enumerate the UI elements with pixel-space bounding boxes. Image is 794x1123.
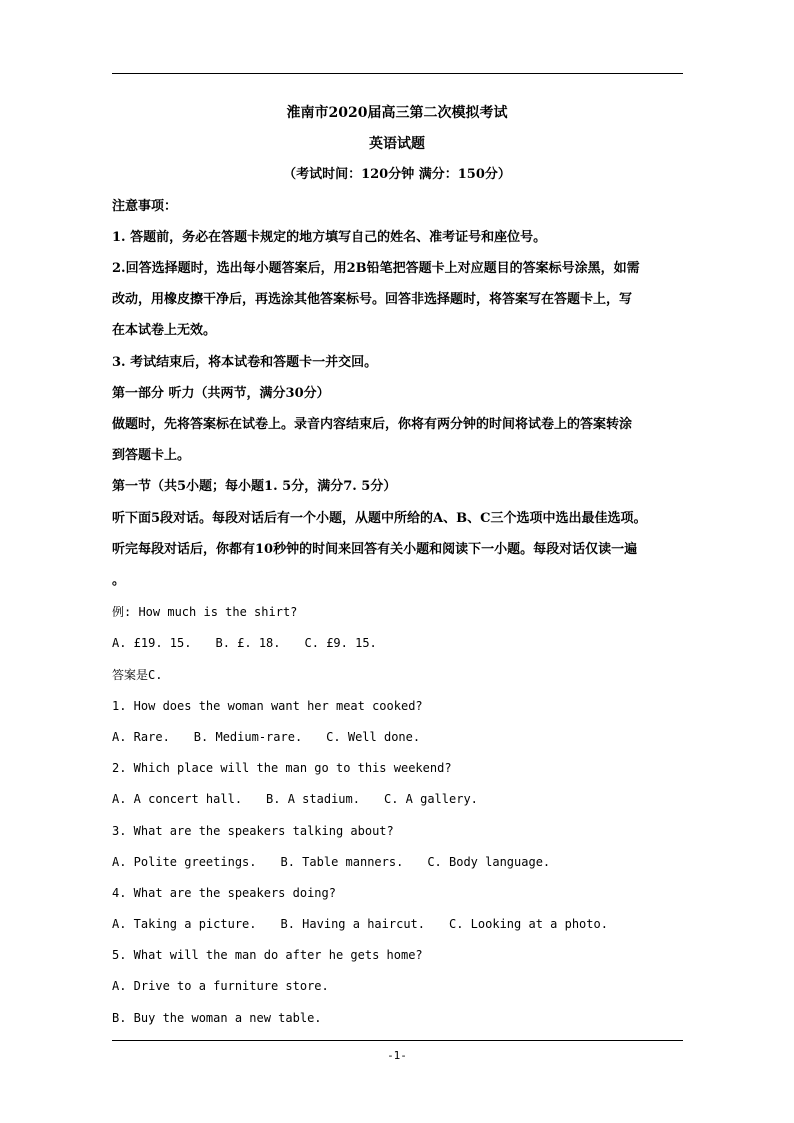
question-1-options: [112, 728, 420, 746]
part1-heading: 第一部分 听力（共两节，满分30分）: [112, 386, 330, 401]
q4-option-a: A. Taking a picture.: [112, 917, 257, 931]
q2-option-b: B. A stadium.: [266, 792, 360, 806]
q5-option-b: B. Buy the woman a new table.: [112, 1011, 322, 1025]
example-answer: 答案是C.: [112, 668, 163, 682]
section1-line-2: 听完每段对话后，你都有10秒钟的时间来回答有关小题和阅读下一小题。每段对话仅读一遍: [112, 542, 638, 557]
question-3: 3. What are the speakers talking about?: [112, 824, 394, 838]
example-options: [112, 634, 377, 652]
exam-title: 淮南市2020届高三第二次模拟考试: [286, 105, 508, 121]
page-number: -1-: [387, 1049, 407, 1062]
notice-item-2-line-3: 在本试卷上无效。: [112, 323, 217, 338]
question-3-options: [112, 853, 550, 871]
section1-line-1: 听下面5段对话。每段对话后有一个小题，从题中所给的A、B、C三个选项中选出最佳选项。: [112, 511, 647, 526]
q1-option-b: B. Medium-rare.: [193, 730, 303, 744]
question-1: 1. How does the woman want her meat cooked?: [112, 699, 423, 713]
bottom-rule: [112, 1040, 683, 1041]
q3-option-a: A. Polite greetings.: [112, 855, 257, 869]
question-4-options: [112, 915, 608, 933]
notice-item-2-line-2: 改动，用橡皮擦干净后，再选涂其他答案标号。回答非选择题时，将答案写在答题卡上，写: [112, 292, 633, 307]
part1-intro-line-1: 做题时，先将答案标在试卷上。录音内容结束后，你将有两分钟的时间将试卷上的答案转涂: [112, 417, 633, 432]
example-option-c: C. £9. 15.: [304, 636, 377, 650]
example-option-a: A. £19. 15.: [112, 636, 192, 650]
notice-item-2-line-1: 2.回答选择题时，选出每小题答案后，用2B铅笔把答题卡上对应题目的答案标号涂黑，如需: [112, 261, 640, 276]
q2-option-a: A. A concert hall.: [112, 792, 243, 806]
q4-option-b: B. Having a haircut.: [280, 917, 425, 931]
q3-option-c: C. Body language.: [427, 855, 551, 869]
exam-info: （考试时间：120分钟 满分：150分）: [283, 167, 511, 182]
q5-option-a: A. Drive to a furniture store.: [112, 979, 329, 993]
section1-heading: 第一节（共5小题；每小题1. 5分，满分7. 5分）: [112, 479, 397, 494]
part1-intro-line-2: 到答题卡上。: [112, 448, 191, 463]
question-2: 2. Which place will the man go to this weekend?: [112, 761, 452, 775]
q2-option-c: C. A gallery.: [383, 792, 478, 806]
example-option-b: B. £. 18.: [215, 636, 281, 650]
notice-heading: 注意事项：: [112, 199, 178, 214]
question-2-options: [112, 790, 478, 808]
example-question: 例: How much is the shirt?: [112, 605, 298, 619]
question-5: 5. What will the man do after he gets home?: [112, 948, 423, 962]
q4-option-c: C. Looking at a photo.: [449, 917, 608, 931]
q1-option-c: C. Well done.: [326, 730, 421, 744]
section1-line-3: 。: [112, 573, 126, 588]
q3-option-b: B. Table manners.: [280, 855, 404, 869]
notice-item-1: 1. 答题前，务必在答题卡规定的地方填写自己的姓名、准考证号和座位号。: [112, 230, 547, 245]
top-rule: [112, 73, 683, 74]
notice-item-3: 3. 考试结束后，将本试卷和答题卡一并交回。: [112, 355, 378, 370]
question-4: 4. What are the speakers doing?: [112, 886, 336, 900]
subject-title: 英语试题: [369, 136, 425, 152]
q1-option-a: A. Rare.: [112, 730, 170, 744]
